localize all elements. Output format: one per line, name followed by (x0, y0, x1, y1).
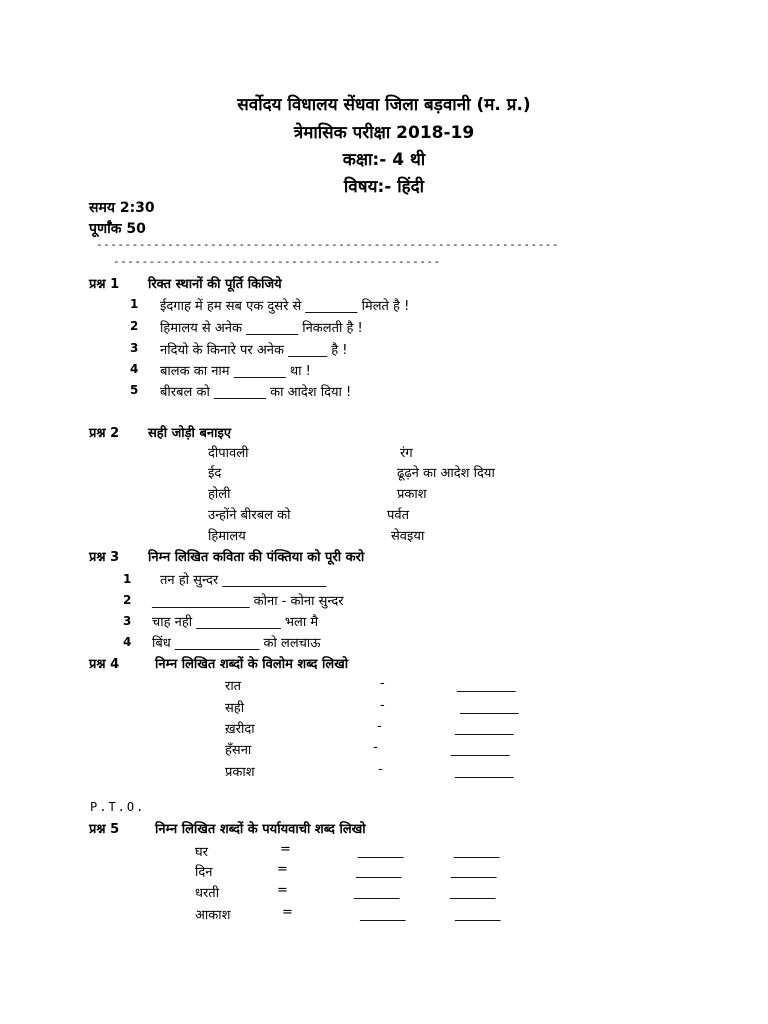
question-title: निम्न लिखित शब्दों के विलोम शब्द लिखो (155, 657, 349, 672)
question-label: प्रश्न 5 (89, 822, 120, 837)
match-right-item: प्रकाश (397, 487, 427, 502)
question-label: प्रश्न 2 (89, 426, 120, 441)
answer-blank: _________ (455, 764, 514, 779)
pto-label: P.T.O. (90, 800, 146, 814)
match-left-item: दीपावली (208, 446, 249, 461)
school-title: सर्वोदय विधालय सेंधवा जिला बड़वानी (म. प्र.) (237, 95, 531, 115)
match-right-item: रंग (400, 446, 413, 461)
list-item: बिंध _____________ को ललचाऊ (152, 636, 321, 651)
answer-blank: _________ (455, 721, 514, 736)
match-right-item: ढूढ़ने का आदेश दिया (397, 466, 495, 481)
answer-blank: _________ (457, 678, 516, 693)
list-item: नदियो के किनारे पर अनेक ______ है ! (160, 343, 348, 358)
marks-label: पूर्णाँक 50 (89, 221, 146, 237)
item-number: 3 (130, 341, 139, 355)
divider-line-1: ----------------------------------------------------------------- (96, 238, 559, 251)
word-item: प्रकाश (225, 765, 255, 780)
item-number: 5 (130, 383, 139, 397)
separator: - (380, 676, 385, 691)
question-title: निम्न लिखित कविता की पंक्तिया को पूरी करो (148, 550, 365, 565)
answer-blank: _______ (455, 907, 501, 922)
match-left-item: उन्होंने बीरबल को (208, 508, 291, 523)
time-label: समय 2:30 (89, 200, 155, 216)
answer-blank: _______ (454, 844, 500, 859)
answer-blank: _______ (358, 844, 404, 859)
answer-blank: _______ (356, 864, 402, 879)
item-number: 2 (130, 319, 139, 333)
word-item: हँसना (225, 743, 252, 758)
word-item: सही (225, 701, 245, 716)
list-item: हिमालय से अनेक ________ निकलती है ! (160, 321, 363, 336)
equals-sign: = (277, 883, 288, 898)
equals-sign: = (277, 862, 288, 877)
subject-label: विषय:- हिंदी (343, 177, 425, 197)
answer-blank: _______ (360, 907, 406, 922)
question-label: प्रश्न 4 (89, 657, 120, 672)
word-item: रात (225, 679, 242, 694)
word-item: घर (195, 845, 209, 860)
item-number: 4 (123, 635, 132, 649)
list-item: बालक का नाम ________ था ! (160, 364, 311, 379)
word-item: आकाश (195, 908, 231, 923)
match-right-item: सेवइया (391, 529, 425, 544)
separator: - (373, 740, 378, 755)
separator: - (378, 762, 383, 777)
divider-line-2: ---------------------------------------------- (113, 255, 441, 268)
separator: - (377, 719, 382, 734)
separator: - (380, 698, 385, 713)
answer-blank: _______ (354, 885, 400, 900)
equals-sign: = (280, 842, 291, 857)
answer-blank: _________ (451, 742, 510, 757)
question-title: निम्न लिखित शब्दों के पर्यायवाची शब्द लिखो (155, 822, 366, 837)
answer-blank: _______ (451, 864, 497, 879)
word-item: दिन (195, 865, 213, 880)
class-label: कक्षा:- 4 थी (342, 150, 426, 170)
item-number: 4 (130, 362, 139, 376)
exam-title: त्रेमासिक परीक्षा 2018-19 (293, 123, 475, 143)
list-item: तन हो सुन्दर ________________ (160, 573, 327, 588)
match-left-item: हिमालय (208, 529, 246, 544)
item-number: 3 (123, 614, 132, 628)
question-label: प्रश्न 3 (89, 550, 120, 565)
question-label: प्रश्न 1 (89, 277, 120, 292)
match-right-item: पर्वत (387, 508, 410, 523)
match-left-item: होली (208, 487, 231, 502)
list-item: बीरबल को ________ का आदेश दिया ! (160, 385, 352, 400)
item-number: 1 (123, 572, 132, 586)
item-number: 1 (130, 297, 139, 311)
answer-blank: _______ (450, 885, 496, 900)
match-left-item: ईद (208, 466, 222, 481)
list-item: चाह नही _____________ भला मै (152, 615, 319, 630)
question-title: रिक्त स्थानों की पूर्ति किजिये (148, 277, 282, 292)
list-item: _______________ कोना - कोना सुन्दर (152, 594, 344, 609)
word-item: ख़रीदा (225, 722, 255, 737)
item-number: 2 (123, 593, 132, 607)
answer-blank: _________ (460, 700, 519, 715)
word-item: धरती (195, 886, 220, 901)
question-title: सही जोड़ी बनाइए (148, 426, 232, 441)
list-item: ईदगाह में हम सब एक दुसरे से ________ मिलते है ! (160, 299, 410, 314)
equals-sign: = (282, 905, 293, 920)
